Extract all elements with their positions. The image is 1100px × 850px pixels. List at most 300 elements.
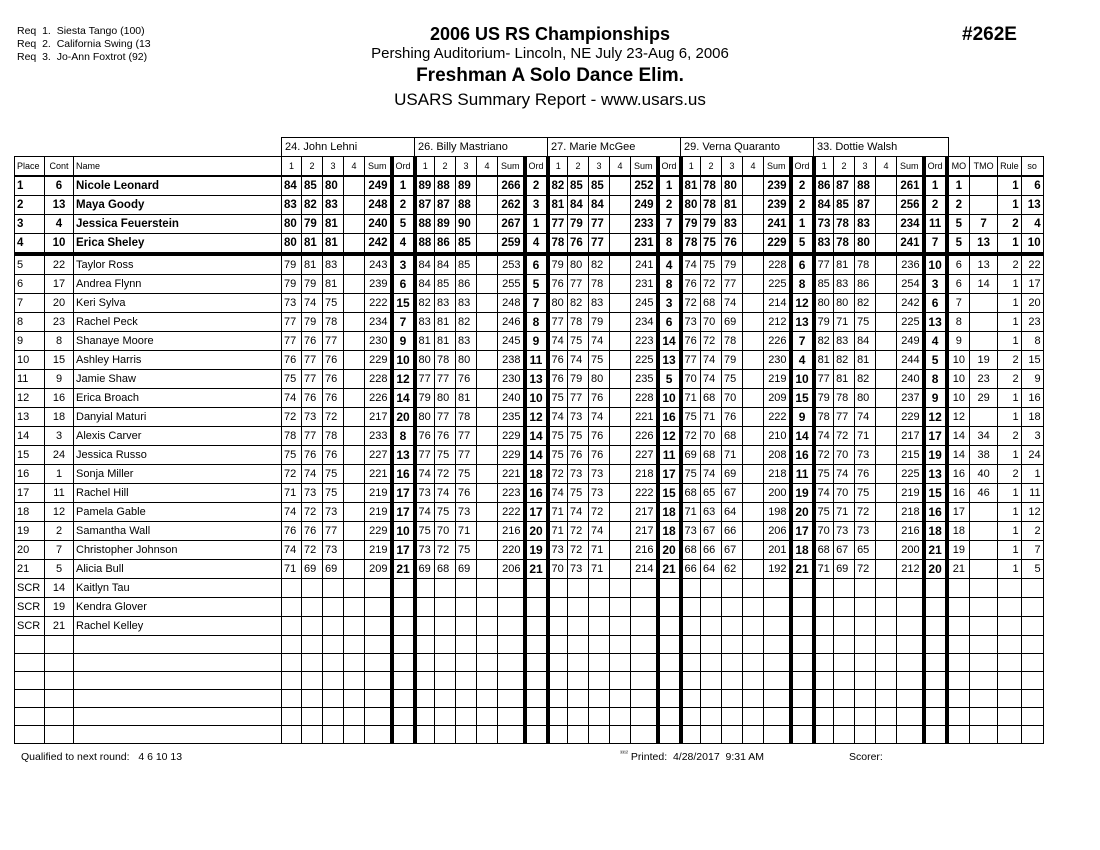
judge4-score-1: 76 xyxy=(681,275,701,294)
judge2-ordinal: 11 xyxy=(525,351,548,370)
judge1-score-1: 76 xyxy=(282,351,302,370)
empty-cell xyxy=(477,690,498,708)
judge1-score-3: 76 xyxy=(323,351,344,370)
judge5-score-4 xyxy=(876,408,897,427)
judge3-score-1: 80 xyxy=(548,294,568,313)
contestant-number: 6 xyxy=(45,176,74,196)
judge3-score-3: 75 xyxy=(589,351,610,370)
tmo-cell xyxy=(970,541,998,560)
rule-cell: 1 xyxy=(998,446,1022,465)
judge3-score-4 xyxy=(610,215,631,234)
judge5-score-3: 80 xyxy=(855,389,876,408)
judge2-score-4 xyxy=(477,522,498,541)
qualified-line: Qualified to next round: 4 6 10 13 xyxy=(21,751,183,763)
table-row xyxy=(15,176,1044,196)
judge2-ordinal: 21 xyxy=(525,560,548,579)
judge3-ordinal xyxy=(658,617,681,636)
scorer-label: Scorer: xyxy=(849,751,883,763)
empty-row xyxy=(15,708,1044,726)
so-cell: 22 xyxy=(1021,254,1043,275)
so-cell xyxy=(1021,598,1043,617)
judge3-score-1: 76 xyxy=(548,275,568,294)
judge4-score-sum xyxy=(764,598,791,617)
judge4-score-3: 64 xyxy=(722,503,743,522)
judge3-score-3: 84 xyxy=(589,196,610,215)
judge3-score-2: 85 xyxy=(568,176,589,196)
results-table xyxy=(14,156,1044,744)
judge2-score-2 xyxy=(435,579,456,598)
tmo-cell xyxy=(970,522,998,541)
judge1-score-2 xyxy=(302,598,323,617)
judge3-score-1: 75 xyxy=(548,446,568,465)
judge3-score-sum: 218 xyxy=(631,465,658,484)
contestant-number: 22 xyxy=(45,254,74,275)
judge3-score-4 xyxy=(610,617,631,636)
judge2-score-1: 84 xyxy=(415,275,435,294)
judge4-ordinal: 2 xyxy=(791,176,814,196)
empty-cell xyxy=(45,654,74,672)
empty-cell xyxy=(855,672,876,690)
place-cell: 19 xyxy=(15,522,45,541)
mo-cell: 1 xyxy=(947,176,970,196)
judge1-score-2: 79 xyxy=(302,313,323,332)
judge1-score-3 xyxy=(323,617,344,636)
judge1-ordinal xyxy=(392,579,415,598)
judge4-score-3: 66 xyxy=(722,522,743,541)
empty-cell xyxy=(435,708,456,726)
judge5-score-2: 85 xyxy=(834,196,855,215)
judge1-score-4 xyxy=(344,446,365,465)
rule-cell: 1 xyxy=(998,503,1022,522)
table-row xyxy=(15,579,1044,598)
judge3-ordinal: 20 xyxy=(658,541,681,560)
judge3-score-1: 74 xyxy=(548,332,568,351)
empty-cell xyxy=(498,654,525,672)
judge1-score-2: 72 xyxy=(302,541,323,560)
judge1-score-2: 77 xyxy=(302,351,323,370)
judge2-score-2: 84 xyxy=(435,254,456,275)
rule-cell: 1 xyxy=(998,408,1022,427)
empty-cell xyxy=(631,636,658,654)
empty-cell xyxy=(876,708,897,726)
judge4-score-3 xyxy=(722,579,743,598)
empty-cell xyxy=(998,726,1022,744)
judge2-score-2: 70 xyxy=(435,522,456,541)
judge3-score-3: 76 xyxy=(589,446,610,465)
empty-cell xyxy=(344,654,365,672)
judge4-score-sum: 218 xyxy=(764,465,791,484)
empty-cell xyxy=(589,726,610,744)
judge4-score-2: 72 xyxy=(701,332,722,351)
empty-cell xyxy=(998,708,1022,726)
judge4-score-2: 78 xyxy=(701,196,722,215)
so-cell: 13 xyxy=(1021,196,1043,215)
judge2-ordinal xyxy=(525,598,548,617)
empty-cell xyxy=(323,672,344,690)
requirement-3: Req 3. Jo-Ann Foxtrot (92) xyxy=(17,51,148,63)
judge3-score-2: 82 xyxy=(568,294,589,313)
judge1-ordinal: 15 xyxy=(392,294,415,313)
judge4-score-1: 75 xyxy=(681,408,701,427)
empty-cell xyxy=(701,636,722,654)
judge5-score-3: 80 xyxy=(855,234,876,255)
judge4-ordinal: 5 xyxy=(791,234,814,255)
rule-cell: 1 xyxy=(998,275,1022,294)
judge2-score-sum: 262 xyxy=(498,196,525,215)
rule-cell: 2 xyxy=(998,215,1022,234)
judge5-score-4 xyxy=(876,598,897,617)
judge2-score-4 xyxy=(477,294,498,313)
rule-cell: 2 xyxy=(998,254,1022,275)
judge4-score-3: 77 xyxy=(722,275,743,294)
judge2-ordinal: 19 xyxy=(525,541,548,560)
judge4-score-4 xyxy=(743,579,764,598)
judge2-score-3: 71 xyxy=(456,522,477,541)
rule-cell: 1 xyxy=(998,196,1022,215)
col-header-judge2-2: 2 xyxy=(435,157,456,177)
judge3-score-sum: 223 xyxy=(631,332,658,351)
judge1-score-3: 78 xyxy=(323,427,344,446)
judge4-score-2: 66 xyxy=(701,541,722,560)
judge1-score-3: 77 xyxy=(323,332,344,351)
judge5-score-sum: 236 xyxy=(897,254,924,275)
judge4-ordinal: 12 xyxy=(791,294,814,313)
empty-cell xyxy=(681,726,701,744)
judge1-score-3 xyxy=(323,579,344,598)
judge4-score-4 xyxy=(743,351,764,370)
judge2-ordinal: 6 xyxy=(525,254,548,275)
empty-cell xyxy=(947,726,970,744)
judge4-score-4 xyxy=(743,234,764,255)
judge4-score-3: 79 xyxy=(722,351,743,370)
judge3-score-4 xyxy=(610,275,631,294)
judge3-score-3 xyxy=(589,617,610,636)
judge2-score-2: 86 xyxy=(435,234,456,255)
judge1-score-3: 80 xyxy=(323,176,344,196)
judge4-score-3: 62 xyxy=(722,560,743,579)
judge2-score-4 xyxy=(477,370,498,389)
so-cell: 20 xyxy=(1021,294,1043,313)
judge3-score-3: 76 xyxy=(589,427,610,446)
empty-cell xyxy=(764,654,791,672)
mo-cell: 17 xyxy=(947,503,970,522)
judge2-ordinal: 2 xyxy=(525,176,548,196)
judge2-score-2: 75 xyxy=(435,503,456,522)
judge4-ordinal: 16 xyxy=(791,446,814,465)
empty-cell xyxy=(344,708,365,726)
empty-cell xyxy=(302,672,323,690)
table-row xyxy=(15,522,1044,541)
place-cell: 1 xyxy=(15,176,45,196)
judge5-score-1: 79 xyxy=(814,389,834,408)
tmo-cell: 46 xyxy=(970,484,998,503)
table-row xyxy=(15,484,1044,503)
judge5-ordinal: 9 xyxy=(924,389,947,408)
judge3-score-1: 77 xyxy=(548,215,568,234)
judge1-score-sum: 229 xyxy=(365,351,392,370)
empty-cell xyxy=(548,726,568,744)
contestant-number: 9 xyxy=(45,370,74,389)
judge3-score-4 xyxy=(610,313,631,332)
judge2-score-2: 89 xyxy=(435,215,456,234)
empty-cell xyxy=(701,726,722,744)
empty-cell xyxy=(477,708,498,726)
judge5-score-4 xyxy=(876,465,897,484)
place-cell: 20 xyxy=(15,541,45,560)
judge5-score-4 xyxy=(876,427,897,446)
mo-cell xyxy=(947,617,970,636)
empty-cell xyxy=(15,708,45,726)
empty-cell xyxy=(323,636,344,654)
judge4-score-sum: 229 xyxy=(764,234,791,255)
judge4-score-1: 77 xyxy=(681,351,701,370)
col-header-judge5-sum: Sum xyxy=(897,157,924,177)
empty-cell xyxy=(897,672,924,690)
judge5-score-sum xyxy=(897,617,924,636)
judge5-score-2: 81 xyxy=(834,370,855,389)
judge3-score-3 xyxy=(589,598,610,617)
judge3-ordinal: 8 xyxy=(658,275,681,294)
empty-cell xyxy=(74,690,282,708)
col-header-judge1-1: 1 xyxy=(282,157,302,177)
judge2-ordinal xyxy=(525,617,548,636)
skater-name: Erica Sheley xyxy=(74,234,282,255)
judge3-ordinal: 11 xyxy=(658,446,681,465)
judge4-score-sum: 219 xyxy=(764,370,791,389)
judge3-score-4 xyxy=(610,465,631,484)
skater-name: Kaitlyn Tau xyxy=(74,579,282,598)
judge1-score-sum: 240 xyxy=(365,215,392,234)
judge3-score-2: 74 xyxy=(568,503,589,522)
judge2-score-1: 84 xyxy=(415,254,435,275)
empty-cell xyxy=(15,636,45,654)
judge1-score-1: 78 xyxy=(282,427,302,446)
judge2-ordinal: 5 xyxy=(525,275,548,294)
so-cell: 10 xyxy=(1021,234,1043,255)
judge1-score-2 xyxy=(302,617,323,636)
judge4-score-4 xyxy=(743,446,764,465)
judge3-ordinal: 16 xyxy=(658,408,681,427)
col-header-place: Place xyxy=(15,157,45,177)
judge4-score-sum: 225 xyxy=(764,275,791,294)
judge3-score-sum: 249 xyxy=(631,196,658,215)
empty-cell xyxy=(282,672,302,690)
empty-cell xyxy=(392,690,415,708)
judge1-score-1: 75 xyxy=(282,446,302,465)
judge5-score-4 xyxy=(876,313,897,332)
judge3-score-2: 79 xyxy=(568,370,589,389)
place-cell: 21 xyxy=(15,560,45,579)
skater-name: Jessica Feuerstein xyxy=(74,215,282,234)
judge3-score-2: 73 xyxy=(568,560,589,579)
judge5-ordinal: 7 xyxy=(924,234,947,255)
judge4-score-4 xyxy=(743,294,764,313)
judge4-ordinal: 10 xyxy=(791,370,814,389)
judge1-ordinal xyxy=(392,598,415,617)
rule-cell: 1 xyxy=(998,313,1022,332)
judge3-score-3: 73 xyxy=(589,465,610,484)
place-cell: SCR xyxy=(15,598,45,617)
judge5-score-3: 76 xyxy=(855,465,876,484)
judge1-score-4 xyxy=(344,313,365,332)
empty-cell xyxy=(998,636,1022,654)
skater-name: Maya Goody xyxy=(74,196,282,215)
empty-cell xyxy=(45,636,74,654)
judge3-score-2: 78 xyxy=(568,313,589,332)
judge4-ordinal: 14 xyxy=(791,427,814,446)
judge1-ordinal xyxy=(392,617,415,636)
judge2-score-3: 80 xyxy=(456,351,477,370)
judge2-score-4 xyxy=(477,427,498,446)
judge1-score-sum xyxy=(365,617,392,636)
tmo-cell: 40 xyxy=(970,465,998,484)
empty-row xyxy=(15,672,1044,690)
judge4-score-3 xyxy=(722,598,743,617)
judge5-score-2: 78 xyxy=(834,215,855,234)
judge3-ordinal: 7 xyxy=(658,215,681,234)
judge1-score-2: 76 xyxy=(302,389,323,408)
judge1-ordinal: 13 xyxy=(392,446,415,465)
judge5-ordinal: 13 xyxy=(924,313,947,332)
empty-cell xyxy=(589,636,610,654)
so-cell: 23 xyxy=(1021,313,1043,332)
judge1-ordinal: 17 xyxy=(392,541,415,560)
judge3-score-1: 79 xyxy=(548,254,568,275)
col-header-judge2-sum: Sum xyxy=(498,157,525,177)
judge1-score-sum: 239 xyxy=(365,275,392,294)
empty-cell xyxy=(456,708,477,726)
tmo-cell xyxy=(970,196,998,215)
judge2-score-1: 73 xyxy=(415,484,435,503)
judge3-score-sum: 222 xyxy=(631,484,658,503)
empty-cell xyxy=(722,690,743,708)
judge4-score-2: 68 xyxy=(701,389,722,408)
so-cell: 11 xyxy=(1021,484,1043,503)
judge4-score-3: 79 xyxy=(722,254,743,275)
judge1-score-sum: 243 xyxy=(365,254,392,275)
judge5-score-sum: 218 xyxy=(897,503,924,522)
empty-cell xyxy=(1021,636,1043,654)
mo-cell: 9 xyxy=(947,332,970,351)
col-header-rule: Rule xyxy=(998,157,1022,177)
judge2-score-4 xyxy=(477,215,498,234)
judge5-score-sum xyxy=(897,598,924,617)
judge2-score-3: 83 xyxy=(456,332,477,351)
table-row xyxy=(15,408,1044,427)
judge1-score-2: 76 xyxy=(302,446,323,465)
empty-cell xyxy=(74,672,282,690)
judge1-score-3: 75 xyxy=(323,294,344,313)
judge5-score-4 xyxy=(876,522,897,541)
judge5-score-1 xyxy=(814,579,834,598)
empty-cell xyxy=(392,672,415,690)
judge3-score-3: 72 xyxy=(589,503,610,522)
contestant-number: 15 xyxy=(45,351,74,370)
empty-cell xyxy=(498,690,525,708)
col-header-judge2-1: 1 xyxy=(415,157,435,177)
judge5-score-3: 75 xyxy=(855,313,876,332)
judge2-score-3: 85 xyxy=(456,234,477,255)
judge-header-5: 33. Dottie Walsh xyxy=(813,137,949,157)
empty-cell xyxy=(323,726,344,744)
judge3-score-1: 75 xyxy=(548,389,568,408)
place-cell: 9 xyxy=(15,332,45,351)
empty-cell xyxy=(834,672,855,690)
tmo-cell xyxy=(970,579,998,598)
empty-cell xyxy=(498,636,525,654)
judge2-score-4 xyxy=(477,254,498,275)
judge3-score-2 xyxy=(568,617,589,636)
table-row xyxy=(15,234,1044,255)
judge5-score-3 xyxy=(855,617,876,636)
judge2-score-sum xyxy=(498,598,525,617)
skater-name: Jamie Shaw xyxy=(74,370,282,389)
judge-header-1: 24. John Lehni xyxy=(281,137,415,157)
table-row xyxy=(15,196,1044,215)
judge2-ordinal: 8 xyxy=(525,313,548,332)
judge4-score-1: 78 xyxy=(681,234,701,255)
judge1-score-3: 83 xyxy=(323,254,344,275)
judge1-score-1: 80 xyxy=(282,215,302,234)
judge3-score-1: 82 xyxy=(548,176,568,196)
judge2-score-2: 76 xyxy=(435,427,456,446)
judge3-score-4 xyxy=(610,389,631,408)
judge4-ordinal xyxy=(791,598,814,617)
judge2-score-3: 82 xyxy=(456,313,477,332)
judge2-score-2: 77 xyxy=(435,370,456,389)
empty-cell xyxy=(74,708,282,726)
judge3-score-4 xyxy=(610,294,631,313)
empty-cell xyxy=(897,636,924,654)
tmo-cell: 29 xyxy=(970,389,998,408)
empty-cell xyxy=(282,690,302,708)
judge1-score-1: 74 xyxy=(282,389,302,408)
empty-cell xyxy=(45,726,74,744)
judge5-ordinal: 10 xyxy=(924,254,947,275)
empty-cell xyxy=(970,672,998,690)
judge2-score-sum: 230 xyxy=(498,370,525,389)
judge3-score-4 xyxy=(610,427,631,446)
place-cell: SCR xyxy=(15,579,45,598)
judge4-score-sum xyxy=(764,617,791,636)
judge1-score-1 xyxy=(282,617,302,636)
judge4-score-4 xyxy=(743,215,764,234)
empty-cell xyxy=(548,672,568,690)
mo-cell: 10 xyxy=(947,351,970,370)
judge1-score-1: 73 xyxy=(282,294,302,313)
empty-cell xyxy=(834,726,855,744)
tmo-cell: 34 xyxy=(970,427,998,446)
skater-name: Rachel Peck xyxy=(74,313,282,332)
judge5-score-3: 88 xyxy=(855,176,876,196)
tmo-cell xyxy=(970,598,998,617)
judge1-ordinal: 17 xyxy=(392,503,415,522)
empty-cell xyxy=(568,726,589,744)
judge2-score-3: 90 xyxy=(456,215,477,234)
judge3-score-4 xyxy=(610,370,631,389)
empty-cell xyxy=(701,690,722,708)
empty-cell xyxy=(924,672,947,690)
judge1-score-2: 79 xyxy=(302,215,323,234)
judge4-score-4 xyxy=(743,275,764,294)
rule-cell: 2 xyxy=(998,427,1022,446)
mo-cell: 10 xyxy=(947,389,970,408)
place-cell: 17 xyxy=(15,484,45,503)
tmo-cell: 7 xyxy=(970,215,998,234)
judge3-score-3: 76 xyxy=(589,389,610,408)
judge4-score-3: 83 xyxy=(722,215,743,234)
contestant-number: 7 xyxy=(45,541,74,560)
